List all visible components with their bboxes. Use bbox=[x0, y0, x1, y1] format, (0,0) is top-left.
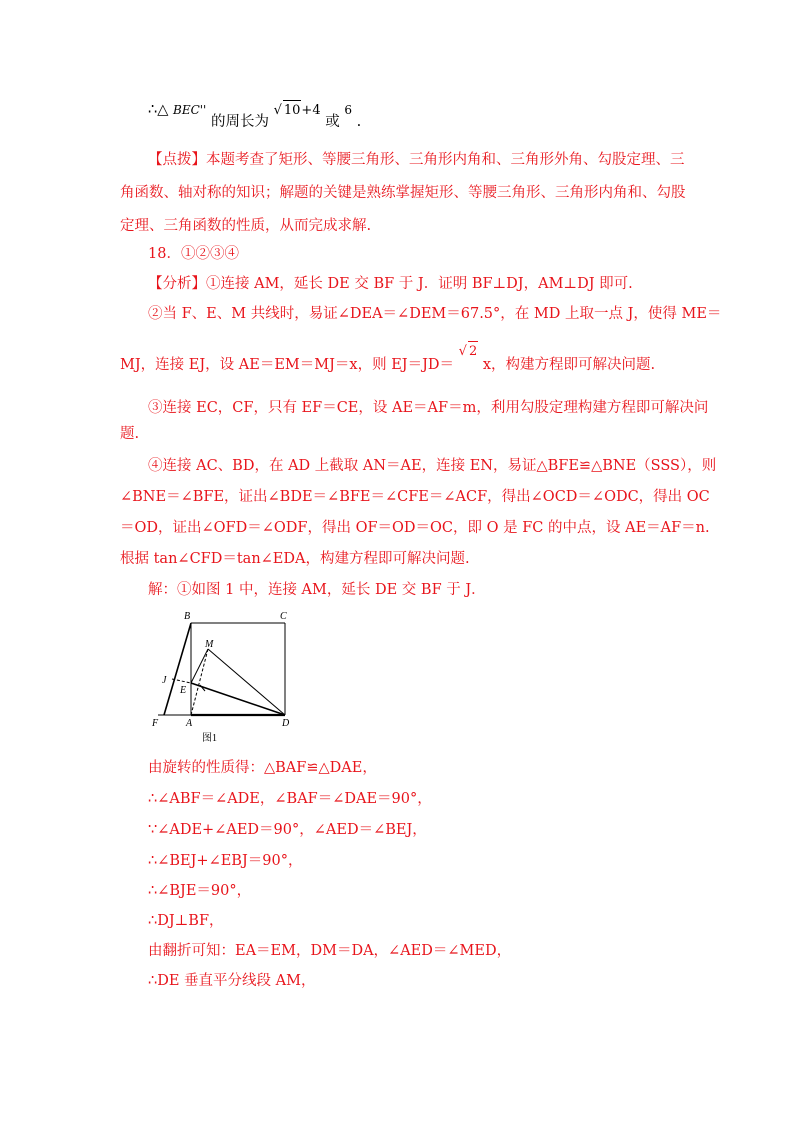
analysis-heading: 【分析】 bbox=[148, 276, 206, 292]
analysis-line-3: MJ，连接 EJ，设 AE＝EM＝MJ＝x，则 EJ＝JD＝ √ 2 x，构建方程即可解决问题. bbox=[120, 355, 680, 376]
analysis-line-5: 题. bbox=[120, 426, 140, 442]
analysis-line-7: ∠BNE＝∠BFE，证出∠BDE＝∠BFE＝∠CFE＝∠ACF，得出∠OCD＝∠ODC，得出 OC bbox=[120, 489, 710, 505]
perimeter-label: 的周长为 bbox=[210, 114, 269, 130]
perimeter-result-line: ∴△ BEC'' 的周长为 √ 10+4 或 6 . bbox=[148, 102, 362, 130]
label-J: J bbox=[162, 675, 167, 686]
analysis-line-6: ④连接 AC、BD，在 AD 上截取 AN＝AE，连接 EN，易证△BFE≌△BNE（SSS），则 bbox=[148, 458, 717, 474]
segment-BF bbox=[164, 623, 191, 715]
label-F: F bbox=[152, 718, 159, 729]
analysis-line-8: ＝OD，证出∠OFD＝∠ODF，得出 OF＝OD＝OC，即 O 是 FC 的中点，设 AE＝AF＝n. bbox=[120, 520, 710, 536]
therefore-symbol: ∴ bbox=[148, 102, 158, 118]
label-A: A bbox=[186, 718, 193, 729]
label-B: B bbox=[184, 611, 191, 622]
solution-step-6: ∴DJ⊥BF， bbox=[148, 913, 224, 929]
solution-step-1: 由旋转的性质得：△BAF≌△DAE， bbox=[148, 760, 377, 776]
analysis-line-4: ③连接 EC，CF，只有 EF＝CE，设 AE＝AF＝m，利用勾股定理构建方程即可解决问 bbox=[148, 400, 709, 416]
segment-JE bbox=[172, 679, 191, 683]
solution-step-7: 由翻折可知：EA＝EM，DM＝DA，∠AED＝∠MED， bbox=[148, 943, 512, 959]
segment-MD bbox=[208, 649, 285, 715]
tip-line-2: 角函数、轴对称的知识；解题的关键是熟练掌握矩形、等腰三角形、三角形内角和、勾股 bbox=[120, 185, 686, 201]
question-18-answer: 18．①②③④ bbox=[148, 246, 239, 262]
value-6: 6 bbox=[344, 103, 352, 117]
segment-EM bbox=[191, 649, 208, 683]
analysis-line-1: 【分析】①连接 AM，延长 DE 交 BF 于 J．证明 BF⊥DJ，AM⊥DJ 即可. bbox=[148, 276, 633, 292]
solution-intro: 解：①如图 1 中，连接 AM，延长 DE 交 BF 于 J． bbox=[148, 582, 486, 598]
label-D: D bbox=[282, 718, 290, 729]
label-E: E bbox=[180, 685, 187, 696]
solution-step-2: ∴∠ABF＝∠ADE，∠BAF＝∠DAE＝90°， bbox=[148, 791, 432, 807]
tip-line-3: 定理、三角函数的性质，从而完成求解. bbox=[120, 218, 372, 234]
label-M: M bbox=[205, 639, 214, 650]
tip-line-1: 【点拨】本题考查了矩形、等腰三角形、三角形内角和、三角形外角、勾股定理、三 bbox=[148, 152, 685, 168]
label-C: C bbox=[280, 611, 287, 622]
solution-step-8: ∴DE 垂直平分线段 AM， bbox=[148, 973, 316, 989]
figure-caption: 图1 bbox=[202, 733, 217, 744]
or-word: 或 bbox=[325, 114, 340, 130]
tip-heading: 【点拨】 bbox=[148, 152, 206, 168]
solution-step-4: ∴∠BEJ+∠EBJ＝90°， bbox=[148, 853, 303, 869]
solution-step-3: ∵∠ADE+∠AED＝90°，∠AED＝∠BEJ， bbox=[148, 822, 427, 838]
segment-AM bbox=[191, 649, 208, 715]
analysis-line-2: ②当 F、E、M 共线时，易证∠DEA＝∠DEM＝67.5°，在 MD 上取一点 J，使得 ME＝ bbox=[148, 306, 722, 322]
value-sqrt10-plus-4: √ 10+4 bbox=[274, 100, 321, 121]
segment-ED bbox=[191, 683, 285, 715]
triangle-name: BEC'' bbox=[173, 103, 207, 117]
analysis-line-9: 根据 tan∠CFD＝tan∠EDA，构建方程即可解决问题. bbox=[120, 551, 470, 567]
geometry-figure-1 bbox=[150, 605, 300, 745]
sqrt-2: √ 2 bbox=[459, 341, 479, 362]
solution-step-5: ∴∠BJE＝90°， bbox=[148, 883, 252, 899]
